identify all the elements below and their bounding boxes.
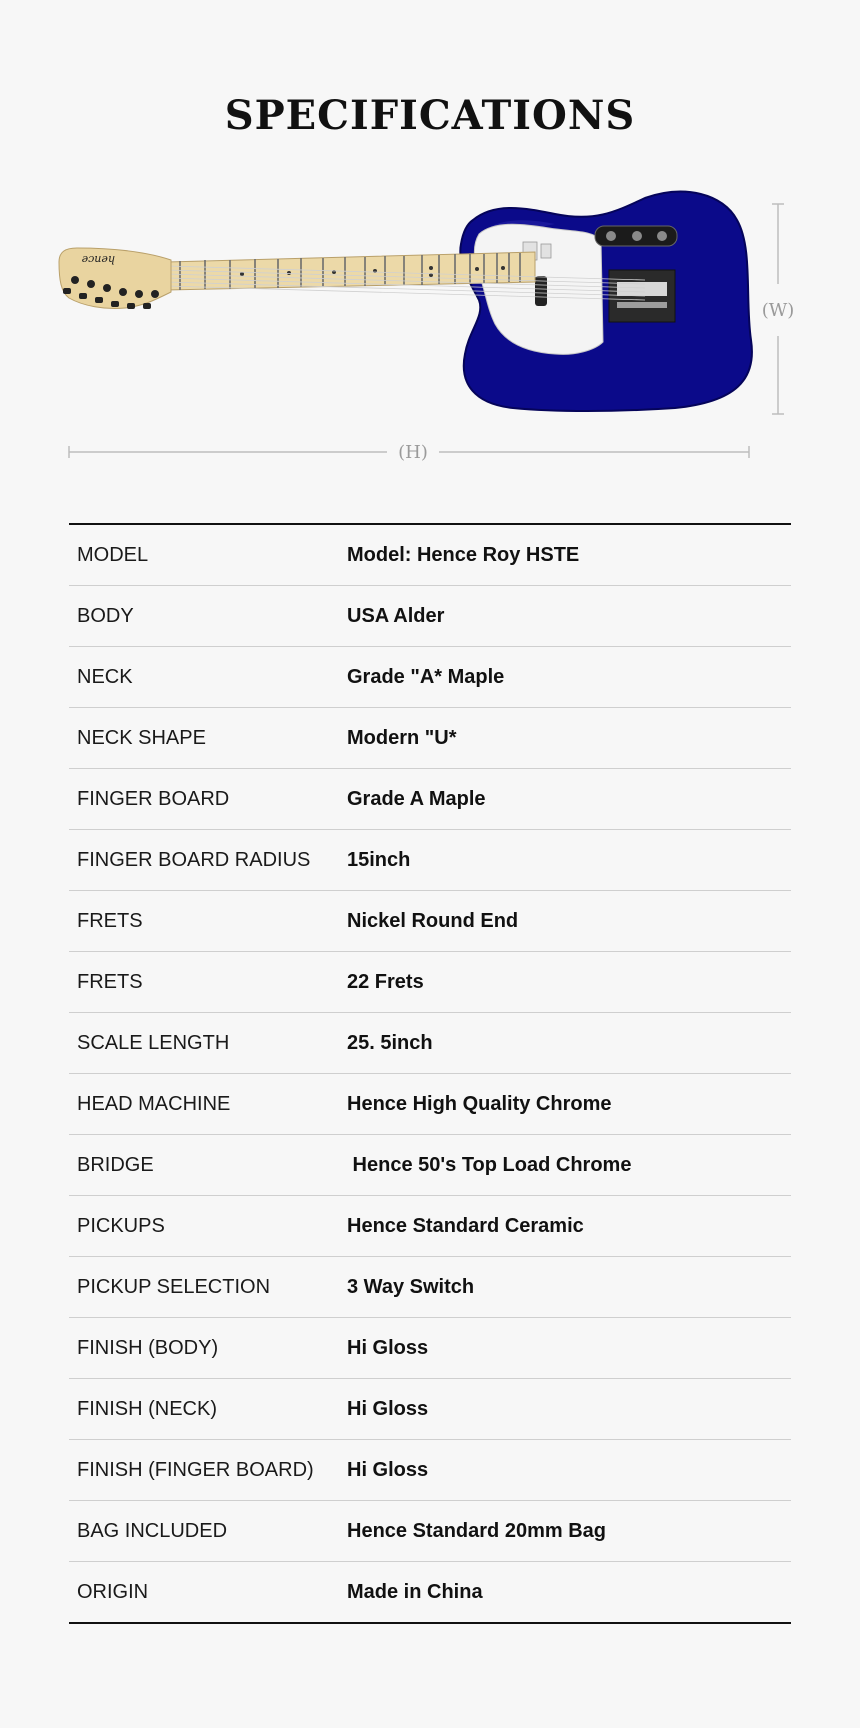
spec-label: PICKUPS bbox=[77, 1214, 165, 1237]
spec-row bbox=[69, 951, 791, 1012]
spec-label: FINGER BOARD RADIUS bbox=[77, 848, 311, 871]
spec-label: BRIDGE bbox=[77, 1153, 154, 1176]
spec-row bbox=[69, 1561, 791, 1622]
spec-value: Hi Gloss bbox=[347, 1397, 429, 1420]
spec-value: Grade "A* Maple bbox=[347, 665, 505, 688]
spec-label: BODY bbox=[77, 604, 134, 627]
spec-row bbox=[69, 768, 791, 829]
height-dimension-label: (H) bbox=[398, 442, 428, 463]
spec-label: ORIGIN bbox=[77, 1580, 149, 1603]
spec-value: Hi Gloss bbox=[347, 1336, 429, 1359]
spec-label: HEAD MACHINE bbox=[77, 1092, 231, 1115]
spec-label: FINISH (FINGER BOARD) bbox=[77, 1458, 314, 1481]
spec-value: Made in China bbox=[347, 1580, 483, 1603]
spec-value: Hence High Quality Chrome bbox=[347, 1092, 612, 1115]
spec-row bbox=[69, 1073, 791, 1134]
spec-row bbox=[69, 890, 791, 951]
spec-row bbox=[69, 1500, 791, 1561]
spec-label: FRETS bbox=[77, 970, 143, 993]
spec-row bbox=[69, 646, 791, 707]
spec-value: Hi Gloss bbox=[347, 1458, 429, 1481]
spec-row bbox=[69, 1439, 791, 1500]
spec-value: Grade A Maple bbox=[347, 787, 486, 810]
guitar-illustration bbox=[55, 190, 795, 480]
spec-row bbox=[69, 585, 791, 646]
spec-label: NECK SHAPE bbox=[77, 726, 206, 749]
spec-label: FRETS bbox=[77, 909, 143, 932]
spec-value: Model: Hence Roy HSTE bbox=[347, 543, 580, 566]
spec-label: NECK bbox=[77, 665, 133, 688]
headstock-brand: hence bbox=[81, 253, 115, 266]
spec-value: 3 Way Switch bbox=[347, 1275, 475, 1298]
spec-label: PICKUP SELECTION bbox=[77, 1275, 271, 1298]
spec-row bbox=[69, 829, 791, 890]
spec-value: 25. 5inch bbox=[347, 1031, 433, 1054]
page-title: SPECIFICATIONS bbox=[224, 92, 636, 139]
spec-label: SCALE LENGTH bbox=[77, 1031, 230, 1054]
spec-value: Nickel Round End bbox=[347, 909, 519, 932]
spec-value: 22 Frets bbox=[347, 970, 424, 993]
spec-value: Modern "U* bbox=[347, 726, 457, 749]
spec-row bbox=[69, 1256, 791, 1317]
spec-value: Hence 50's Top Load Chrome bbox=[347, 1153, 632, 1176]
spec-label: MODEL bbox=[77, 543, 149, 566]
width-dimension-label: (W) bbox=[761, 300, 795, 321]
spec-label: BAG INCLUDED bbox=[77, 1519, 228, 1542]
spec-value: Hence Standard 20mm Bag bbox=[347, 1519, 606, 1542]
spec-row bbox=[69, 1317, 791, 1378]
spec-label: FINISH (NECK) bbox=[77, 1397, 217, 1420]
spec-row bbox=[69, 1134, 791, 1195]
spec-label: FINGER BOARD bbox=[77, 787, 230, 810]
spec-row bbox=[69, 1378, 791, 1439]
spec-label: FINISH (BODY) bbox=[77, 1336, 219, 1359]
spec-value: USA Alder bbox=[347, 604, 445, 627]
spec-row bbox=[69, 1012, 791, 1073]
spec-value: Hence Standard Ceramic bbox=[347, 1214, 584, 1237]
spec-row bbox=[69, 525, 791, 585]
spec-row bbox=[69, 707, 791, 768]
product-image bbox=[55, 190, 795, 480]
spec-value: 15inch bbox=[347, 848, 411, 871]
spec-table bbox=[69, 523, 791, 1624]
spec-row bbox=[69, 1195, 791, 1256]
